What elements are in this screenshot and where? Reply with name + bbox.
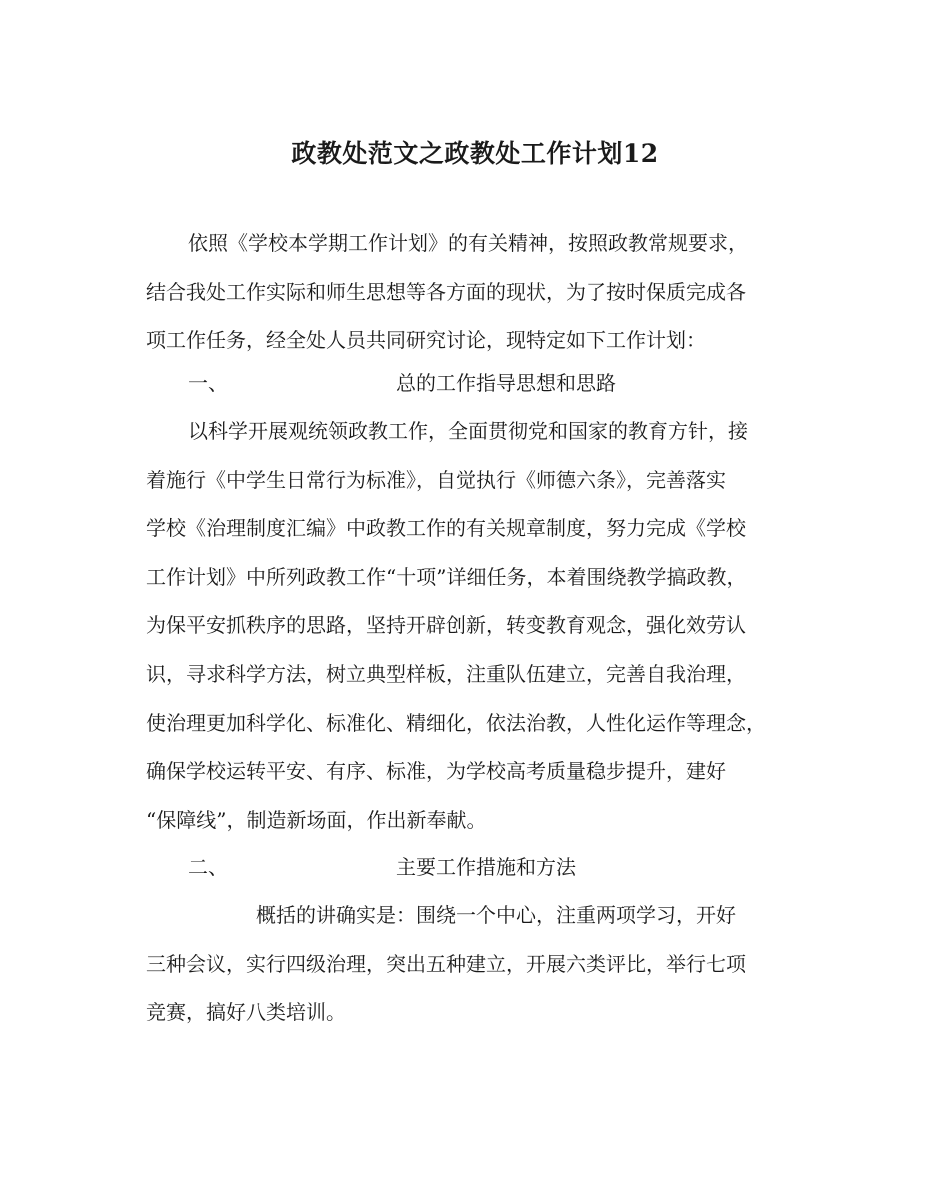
paragraph-line: 竞赛，搞好八类培训。 xyxy=(146,1000,346,1025)
section2-paragraph xyxy=(146,891,814,1037)
paragraph-line: 工作计划》中所列政教工作“十项”详细任务，本着围绕教学搞政教， xyxy=(146,564,747,589)
paragraph-line: 为保平安抓秩序的思路，坚持开辟创新，转变教育观念，强化效劳认 xyxy=(146,613,746,638)
section-heading-1 xyxy=(146,359,814,408)
section1-paragraph xyxy=(146,407,814,844)
document-title: 政教处范文之政教处工作计划12 xyxy=(291,139,659,168)
section-number: 二、 xyxy=(188,855,228,879)
paragraph-line: 依照《学校本学期工作计划》的有关精神，按照政教常规要求， xyxy=(188,231,748,255)
paragraph-line: 三种会议，实行四级治理，突出五种建立，开展六类评比，举行七项 xyxy=(146,951,746,976)
paragraph-line: 确保学校运转平安、有序、标准，为学校高考质量稳步提升，建好 xyxy=(146,759,726,784)
paragraph-line: 项工作任务，经全处人员共同研究讨论，现特定如下工作计划： xyxy=(146,328,706,353)
paragraph-line: “保障线”，制造新场面，作出新奉献。 xyxy=(146,807,487,832)
paragraph-line: 学校《治理制度汇编》中政教工作的有关规章制度，努力完成《学校 xyxy=(146,516,746,541)
paragraph-line: 识，寻求科学方法，树立典型样板，注重队伍建立，完善自我治理， xyxy=(146,661,746,686)
paragraph-line: 概括的讲确实是：围绕一个中心，注重两项学习，开好 xyxy=(256,903,736,927)
paragraph-line: 以科学开展观统领政教工作，全面贯彻党和国家的教育方针，接 xyxy=(188,419,748,443)
paragraph-line: 着施行《中学生日常行为标准》，自觉执行《师德六条》，完善落实 xyxy=(146,467,726,492)
paragraph-line: 使治理更加科学化、标准化、精细化，依法治教，人性化运作等理念， xyxy=(146,710,766,735)
section-heading-2 xyxy=(146,843,814,892)
section-title: 总的工作指导思想和思路 xyxy=(396,371,616,395)
paragraph-line: 结合我处工作实际和师生思想等各方面的现状，为了按时保质完成各 xyxy=(146,279,746,304)
section-number: 一、 xyxy=(188,371,228,395)
intro-paragraph xyxy=(146,219,814,365)
section-title: 主要工作措施和方法 xyxy=(396,855,576,879)
